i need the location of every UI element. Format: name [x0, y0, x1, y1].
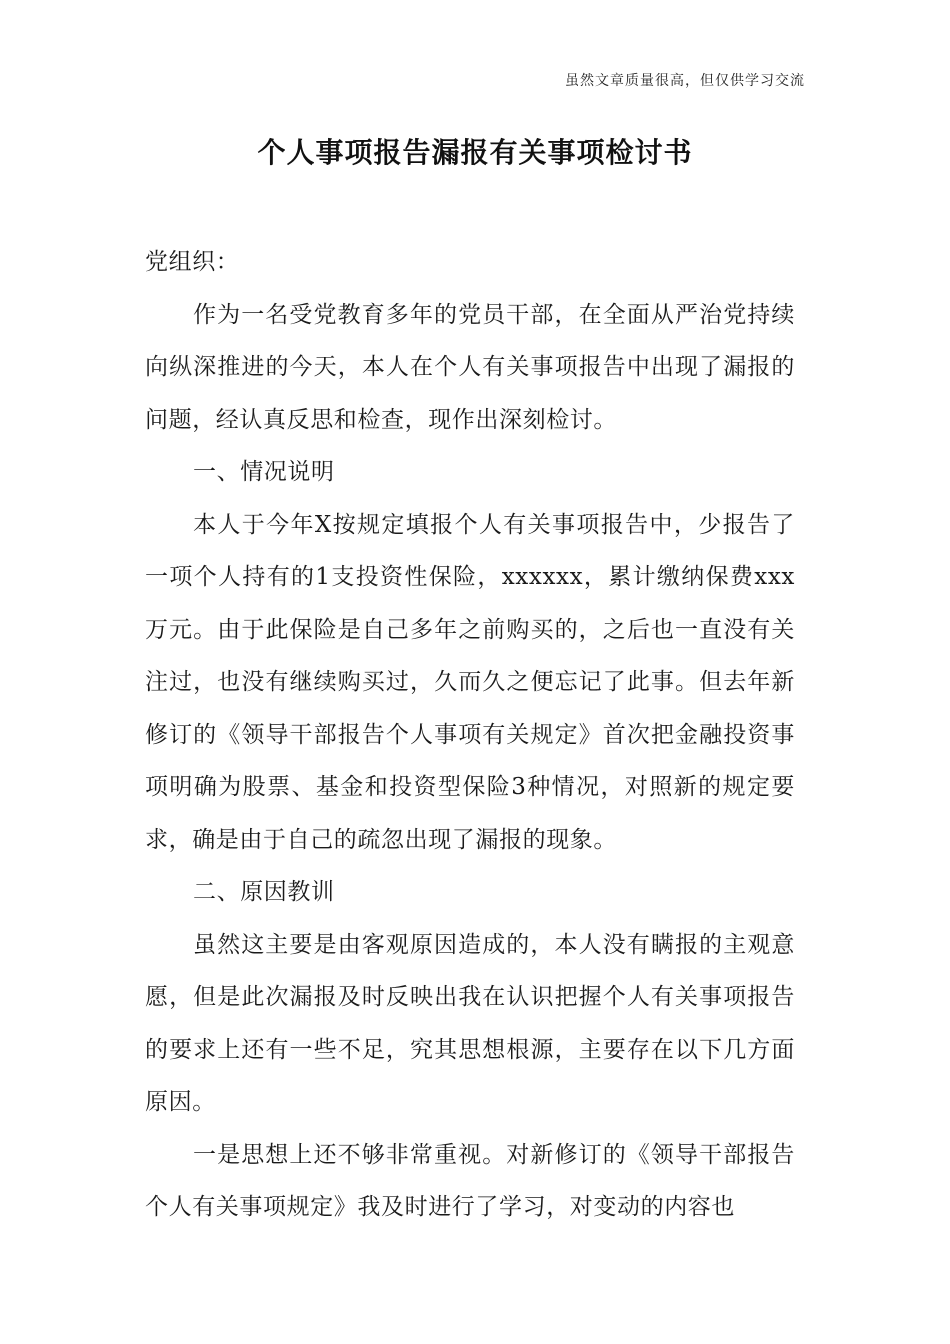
- section-heading-reasons: 二、原因教训: [193, 879, 335, 905]
- paragraph-intro: 作为一名受党教育多年的党员干部，在全面从严治党持续向纵深推进的今天，本人在个人有关事项报告中出现了漏报的问题，经认真反思和检查，现作出深刻检讨。: [145, 301, 795, 433]
- salutation: 党组织：: [145, 249, 240, 275]
- paragraph-situation: 本人于今年X按规定填报个人有关事项报告中，少报告了一项个人持有的1支投资性保险，xxxxxx，累计缴纳保费xxx万元。由于此保险是自己多年之前购买的，之后也一直没有关注过，也没有继续购买过，久而久之便忘记了此事。但去年新修订的《领导干部报告个人事项有关规定》首次把金融投资事项明确为股票、基金和投资型保险3种情况，对照新的规定要求，确是由于自己的疏忽出现了漏报的现象。: [145, 511, 795, 853]
- header-note: 虽然文章质量很高，但仅供学习交流: [565, 73, 805, 89]
- document-title: 个人事项报告漏报有关事项检讨书: [257, 136, 693, 169]
- paragraph-point-one: 一是思想上还不够非常重视。对新修订的《领导干部报告个人有关事项规定》我及时进行了学习，对变动的内容也: [145, 1141, 795, 1220]
- document-body: [145, 236, 795, 1234]
- paragraph-reasons: 虽然这主要是由客观原因造成的，本人没有瞒报的主观意愿，但是此次漏报及时反映出我在认识把握个人有关事项报告的要求上还有一些不足，究其思想根源，主要存在以下几方面原因。: [145, 931, 795, 1115]
- section-heading-situation: 一、情况说明: [193, 459, 335, 485]
